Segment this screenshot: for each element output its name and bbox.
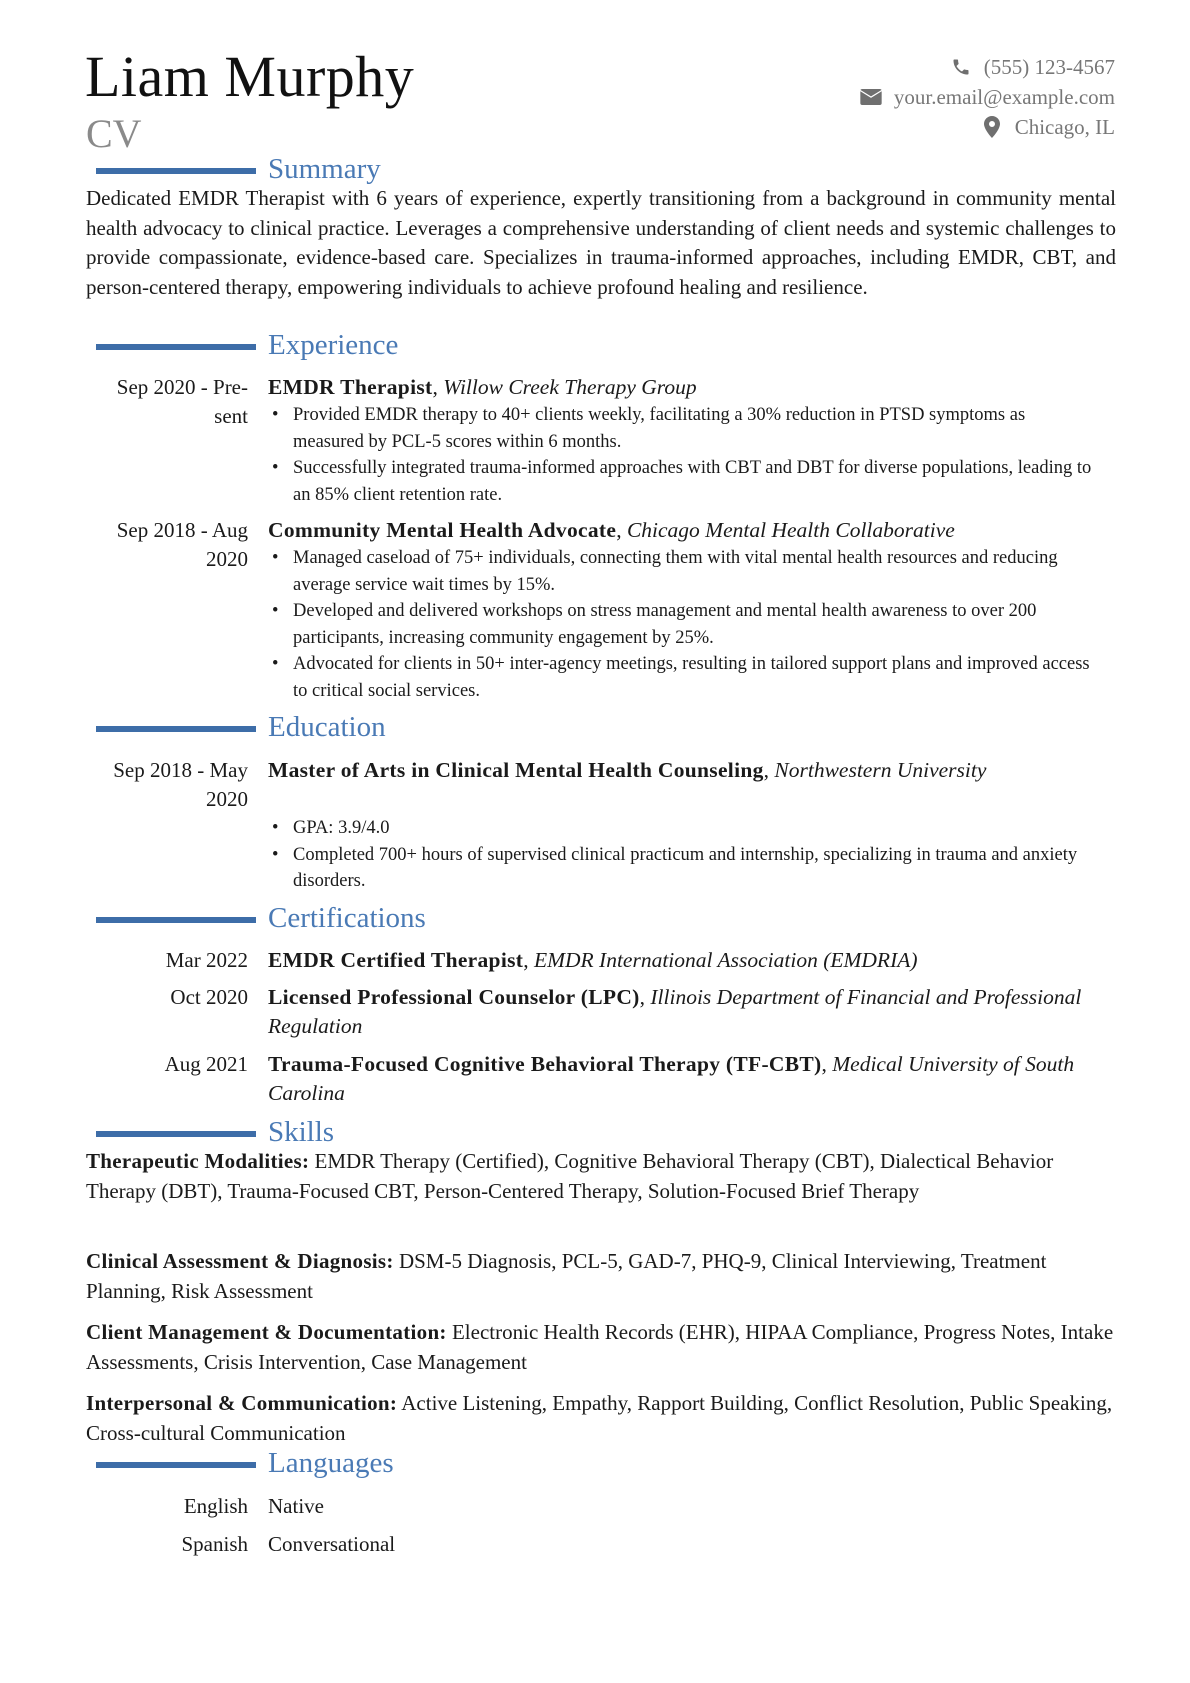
entry-date-cont: 2020 [206,787,248,811]
summary-text: Dedicated EMDR Therapist with 6 years of experience, expertly transitioning from a background in community mental health advocacy to clinical practice. Leverages a comprehensive understanding of client needs and systemic challenges to provide compassionate, evidence-based care. Specializes in trauma-informed approaches, including EMDR, CBT, and person-centered therapy, empowering individuals to achieve profound healing and resilience. [86,186,1116,299]
job-org: Willow Creek Therapy Group [443,375,697,399]
language-name: English [183,1494,248,1518]
language-level: Native [268,1494,324,1518]
cert-name: EMDR Certified Therapist [268,948,524,972]
skills-section [0,1117,1190,1151]
email-line[interactable] [858,82,1115,112]
section-rule [96,726,256,732]
list-item: • Provided EMDR therapy to 40+ clients weekly, facilitating a 30% reduction in PTSD symptoms as measured by PCL-5 scores within 6 months. [268,402,1098,455]
contact-block [858,52,1115,142]
skill-label: Therapeutic Modalities: [86,1149,310,1173]
skill-label: Interpersonal & Communication: [86,1391,398,1415]
section-title-summary: Summary [268,153,381,185]
entry-date-cont: 2020 [206,547,248,571]
section-title-languages: Languages [268,1447,394,1479]
location-text: Chicago, IL [1014,115,1115,139]
entry-date-cont: sent [214,404,248,428]
list-item: • Advocated for clients in 50+ inter-agency meetings, resulting in tailored support plans and improved access to critical social services. [268,651,1098,704]
cert-issuer: Medical University of South Carolina [268,1052,1075,1105]
document-subtitle: CV [86,111,142,156]
list-item: • GPA: 3.9/4.0 [268,815,1098,842]
school-name: Northwestern University [774,758,987,782]
bullet-list [268,815,1098,895]
languages-section [0,1448,1190,1482]
language-name: Spanish [181,1532,248,1556]
skill-group [86,1318,1116,1377]
cert-name: Licensed Professional Counselor (LPC) [268,985,640,1009]
bullet-list [268,545,1098,704]
section-rule [96,1462,256,1468]
summary-section [0,154,1190,188]
entry-title: Trauma-Focused Cognitive Behavioral Therapy (TF-CBT), Medical University of South Carolina [268,1052,1075,1105]
skill-values: Active Listening, Empathy, Rapport Building, Conflict Resolution, Public Speaking, Cross-cultural Communication [86,1391,1113,1445]
phone-number: (555) 123-4567 [983,55,1115,79]
job-role: EMDR Therapist [268,375,433,399]
section-title-certifications: Certifications [268,902,426,934]
phone-icon [948,56,974,78]
cert-name: Trauma-Focused Cognitive Behavioral Therapy (TF-CBT) [268,1052,822,1076]
certifications-section [0,903,1190,937]
skill-label: Clinical Assessment & Diagnosis: [86,1249,394,1273]
bullet-list [268,402,1098,508]
entry-date: Sep 2018 - Aug [116,518,248,542]
location-line [858,112,1115,142]
experience-section [0,330,1190,364]
degree-name: Master of Arts in Clinical Mental Health Counseling [268,758,764,782]
cert-issuer: Illinois Department of Financial and Professional Regulation [268,985,1082,1038]
list-item: • Successfully integrated trauma-informed approaches with CBT and DBT for diverse populations, leading to an 85% client retention rate. [268,455,1098,508]
envelope-icon [858,86,884,108]
skill-group [86,1247,1116,1306]
map-pin-icon [979,116,1005,138]
section-rule [96,168,256,174]
skill-values: EMDR Therapy (Certified), Cognitive Behavioral Therapy (CBT), Dialectical Behavior Therapy (DBT), Trauma-Focused CBT, Person-Centered Therapy, Solution-Focused Brief Therapy [86,1149,1054,1203]
entry-title: Community Mental Health Advocate, Chicago Mental Health Collaborative [268,518,955,542]
education-section [0,712,1190,746]
email-address: your.email@example.com [893,85,1115,109]
skill-values: DSM-5 Diagnosis, PCL-5, GAD-7, PHQ-9, Clinical Interviewing, Treatment Planning, Risk Assessment [86,1249,1047,1303]
entry-date: Sep 2020 - Pre- [116,375,248,399]
entry-title: Master of Arts in Clinical Mental Health Counseling, Northwestern University [268,758,987,782]
entry-date: Oct 2020 [170,985,248,1009]
skill-group [86,1389,1116,1448]
section-rule [96,917,256,923]
entry-date: Mar 2022 [165,948,248,972]
entry-date: Aug 2021 [164,1052,248,1076]
entry-title: EMDR Therapist, Willow Creek Therapy Group [268,375,697,399]
job-org: Chicago Mental Health Collaborative [626,518,955,542]
entry-date: Sep 2018 - May [113,758,248,782]
phone-line[interactable] [858,52,1115,82]
cert-issuer: EMDR International Association (EMDRIA) [533,948,918,972]
list-item: • Developed and delivered workshops on stress management and mental health awareness to over 200 participants, increasing community engagement by 25%. [268,598,1098,651]
skill-group [86,1147,1116,1206]
entry-title: Licensed Professional Counselor (LPC), Illinois Department of Financial and Professional Regulation [268,985,1082,1038]
list-item: • Completed 700+ hours of supervised clinical practicum and internship, specializing in trauma and anxiety disorders. [268,842,1098,895]
section-rule [96,344,256,350]
section-title-education: Education [268,711,386,743]
language-level: Conversational [268,1532,396,1556]
section-title-experience: Experience [268,329,399,361]
section-rule [96,1131,256,1137]
section-title-skills: Skills [268,1116,335,1148]
skill-label: Client Management & Documentation: [86,1320,447,1344]
candidate-name: Liam Murphy [85,44,415,109]
job-role: Community Mental Health Advocate [268,518,617,542]
entry-title: EMDR Certified Therapist, EMDR International Association (EMDRIA) [268,948,918,972]
skill-values: Electronic Health Records (EHR), HIPAA Compliance, Progress Notes, Intake Assessments, Crisis Intervention, Case Management [86,1320,1114,1374]
list-item: • Managed caseload of 75+ individuals, connecting them with vital mental health resources and reducing average service wait times by 15%. [268,545,1098,598]
